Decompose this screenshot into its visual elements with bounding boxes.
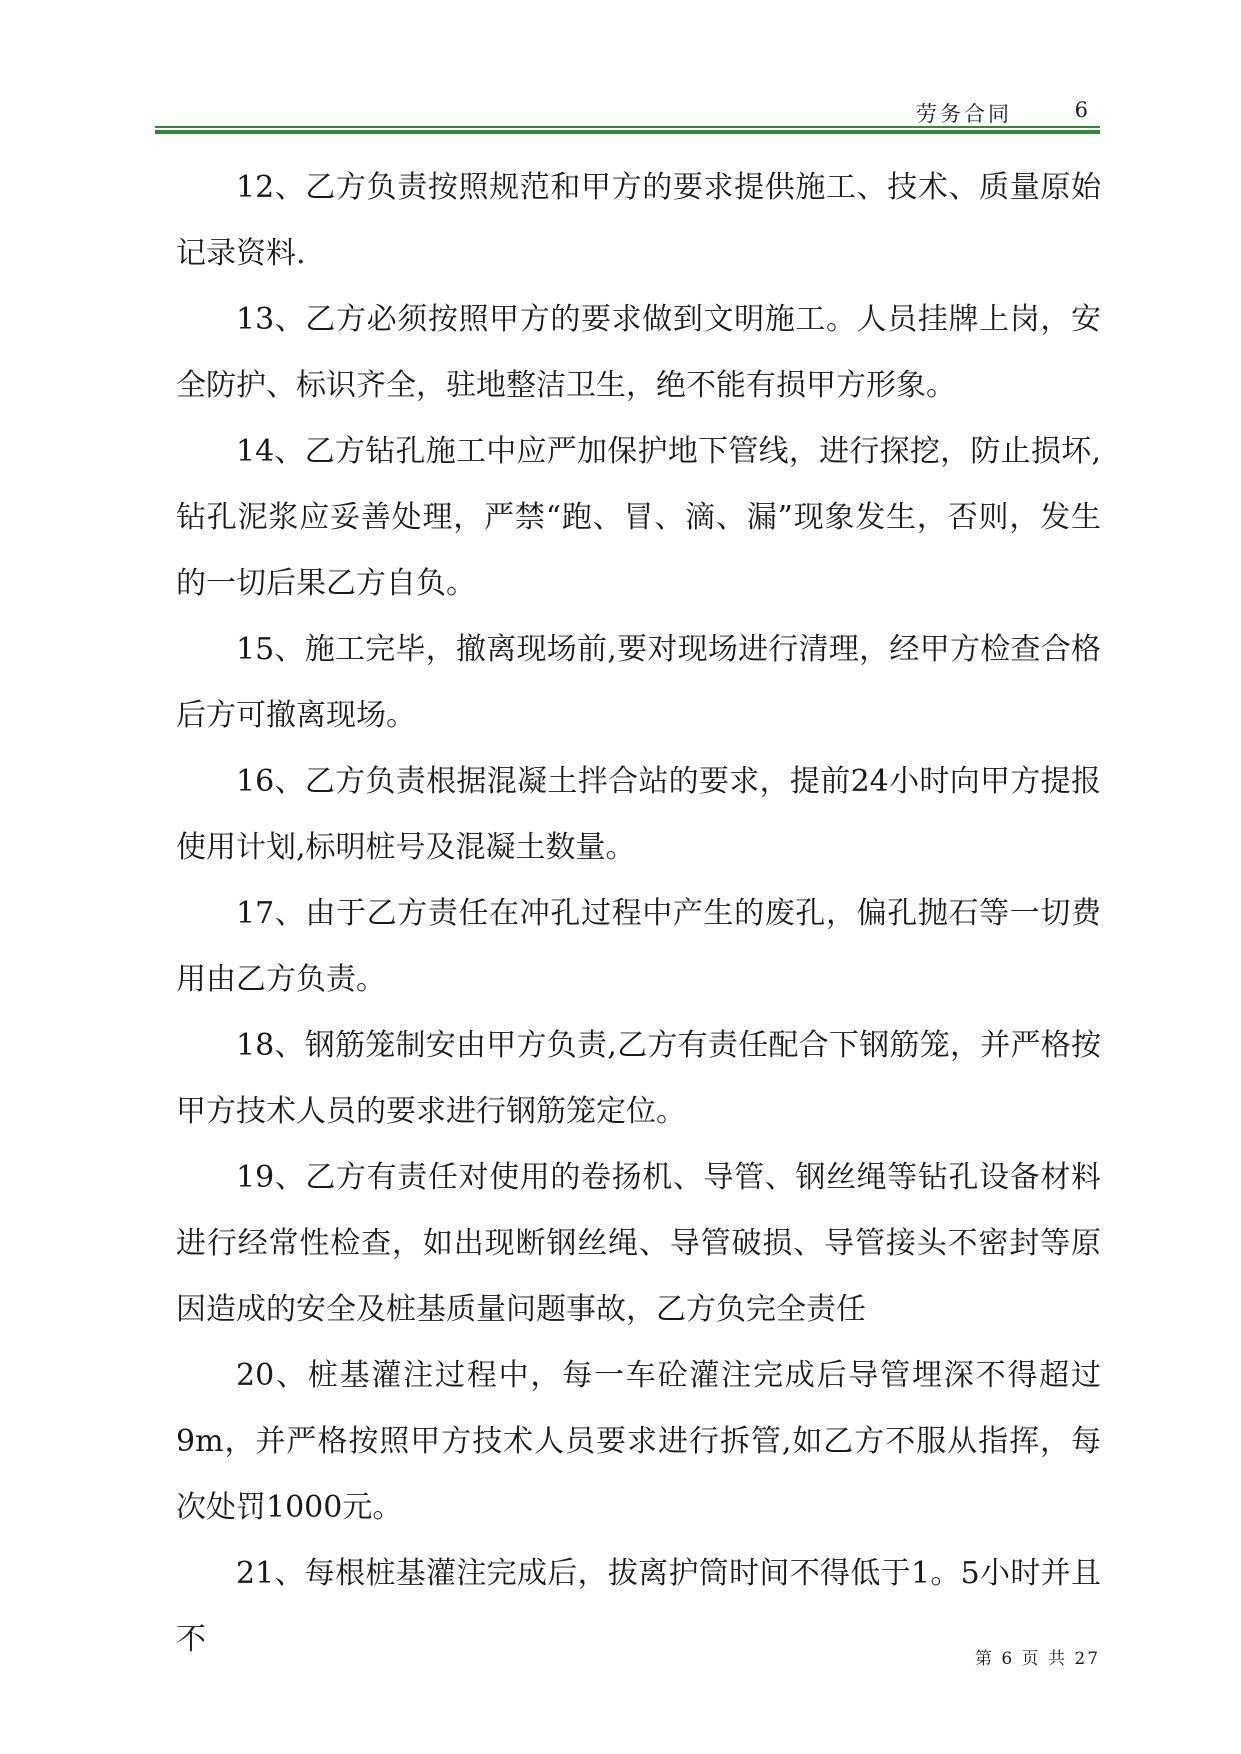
contract-body <box>176 155 1101 1673</box>
header-rule-thin <box>155 126 1100 128</box>
header-rule-thick <box>155 130 1100 134</box>
header-title: 劳务合同 <box>916 102 1012 126</box>
clause-21: 21、每根桩基灌注完成后，拔离护筒时间不得低于1。5小时并且不 <box>176 1556 1101 1657</box>
clause-13: 13、乙方必须按照甲方的要求做到文明施工。人员挂牌上岗，安全防护、标识齐全，驻地整洁卫生，绝不能有损甲方形象。 <box>176 302 1101 403</box>
clause-17: 17、由于乙方责任在冲孔过程中产生的废孔，偏孔抛石等一切费用由乙方负责。 <box>176 896 1101 997</box>
clause-16: 16、乙方负责根据混凝土拌合站的要求，提前24小时向甲方提报使用计划,标明桩号及混凝土数量。 <box>176 764 1101 865</box>
clause-20: 20、桩基灌注过程中，每一车砼灌注完成后导管埋深不得超过9m，并严格按照甲方技术人员要求进行拆管,如乙方不服从指挥，每次处罚1000元。 <box>176 1358 1101 1525</box>
clause-15: 15、施工完毕，撤离现场前,要对现场进行清理，经甲方检查合格后方可撤离现场。 <box>176 632 1101 733</box>
clause-12: 12、乙方负责按照规范和甲方的要求提供施工、技术、质量原始记录资料. <box>176 170 1101 271</box>
page-footer <box>0 1644 1241 1669</box>
header-page-number: 6 <box>1074 98 1088 122</box>
clause-18: 18、钢筋笼制安由甲方负责,乙方有责任配合下钢筋笼，并严格按甲方技术人员的要求进行钢筋笼定位。 <box>176 1028 1101 1129</box>
clause-19: 19、乙方有责任对使用的卷扬机、导管、钢丝绳等钻孔设备材料进行经常性检查，如出现断钢丝绳、导管破损、导管接头不密封等原因造成的安全及桩基质量问题事故，乙方负完全责任 <box>176 1160 1101 1327</box>
footer-page-count: 第 6 页 共 27 <box>975 1649 1101 1669</box>
clause-14: 14、乙方钻孔施工中应严加保护地下管线，进行探挖，防止损坏,钻孔泥浆应妥善处理，严禁“跑、冒、滴、漏”现象发生，否则，发生的一切后果乙方自负。 <box>176 434 1101 601</box>
